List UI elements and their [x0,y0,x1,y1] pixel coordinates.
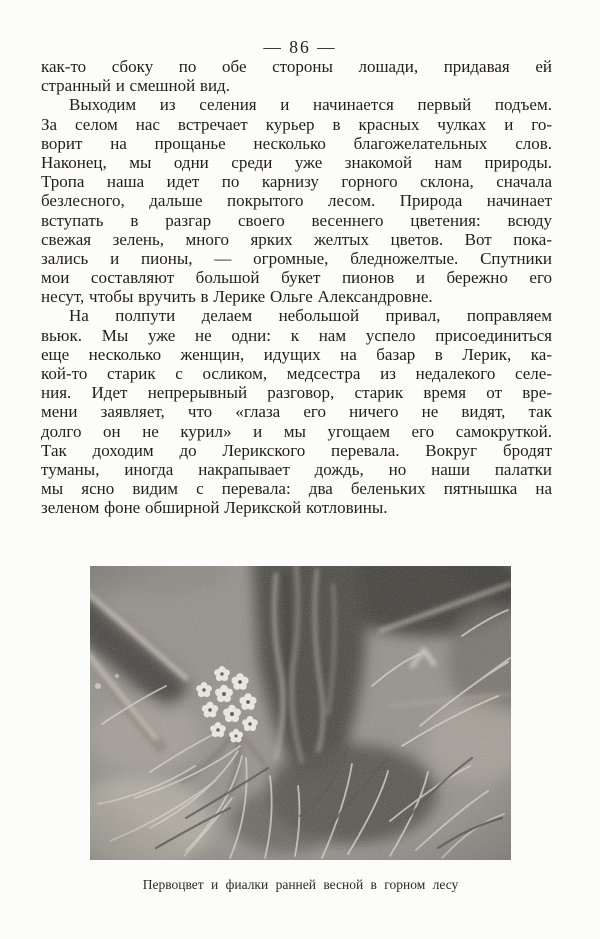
text-line: мои составляют большой букет пионов и бережно его [41,268,552,288]
text-line: странный и смешной вид. [41,76,230,96]
text-line: вступать в разгар своего весеннего цветения: всюду [41,210,552,230]
text-line: кой-то старик с осликом, медсестра из недалекого селе- [41,364,552,383]
photo-caption: Первоцвет и фиалки ранней весной в горном лесу [142,877,459,892]
text-line: еще несколько женщин, идущих на базар в Лерик, ка- [41,344,552,364]
page-number: — 86 — [263,37,337,57]
photo-figure [90,566,511,893]
text-line: мы ясно видим с перевала: два беленьких пятнышка на [41,479,552,499]
text-line: На полпути делаем небольшой привал, поправляем [69,306,552,326]
text-line: Так доходим до Лерикского перевала. Вокруг бродят [41,440,552,460]
text-line: мени заявляет, что «глаза его ничего не видят, так [41,402,552,422]
text-line: Тропа наша идет по карнизу горного склона, сначала [41,172,552,192]
text-line: как-то сбоку по обе стороны лошади, придавая ей [41,57,552,76]
text-line: несут, чтобы вручить в Лерике Ольге Александровне. [41,287,433,307]
text-line: Выходим из селения и начинается первый подъем. [69,95,552,115]
text-line: свежая зелень, много ярких желтых цветов. Вот пока- [41,229,552,249]
text-line: туманы, иногда накрапывает дождь, но наши палатки [41,459,552,479]
text-line: ния. Идет непрерывный разговор, старик время от вре- [41,383,552,403]
text-line: зеленом фоне обширной Лерикской котловины. [41,498,388,518]
text-line: долго он не курил» и мы угощаем его самокруткой. [41,421,552,441]
text-line: зались и пионы, — огромные, бледножелтые. Спутники [41,248,552,268]
text-line: вьюк. Мы уже не одни: к нам успело присоединиться [41,325,552,345]
text-line: За селом нас встречает курьер в красных чулках и го- [41,114,552,134]
photo-primrose-and-violets-forest-floor [90,566,511,860]
text-line: Наконец, мы одни среди уже знакомой нам природы. [41,152,552,172]
body-text [41,57,552,518]
text-line: безлесного, дальше покрытого лесом. Природа начинает [41,191,552,211]
text-line: ворит на прощанье несколько благожелательных слов. [41,133,552,153]
